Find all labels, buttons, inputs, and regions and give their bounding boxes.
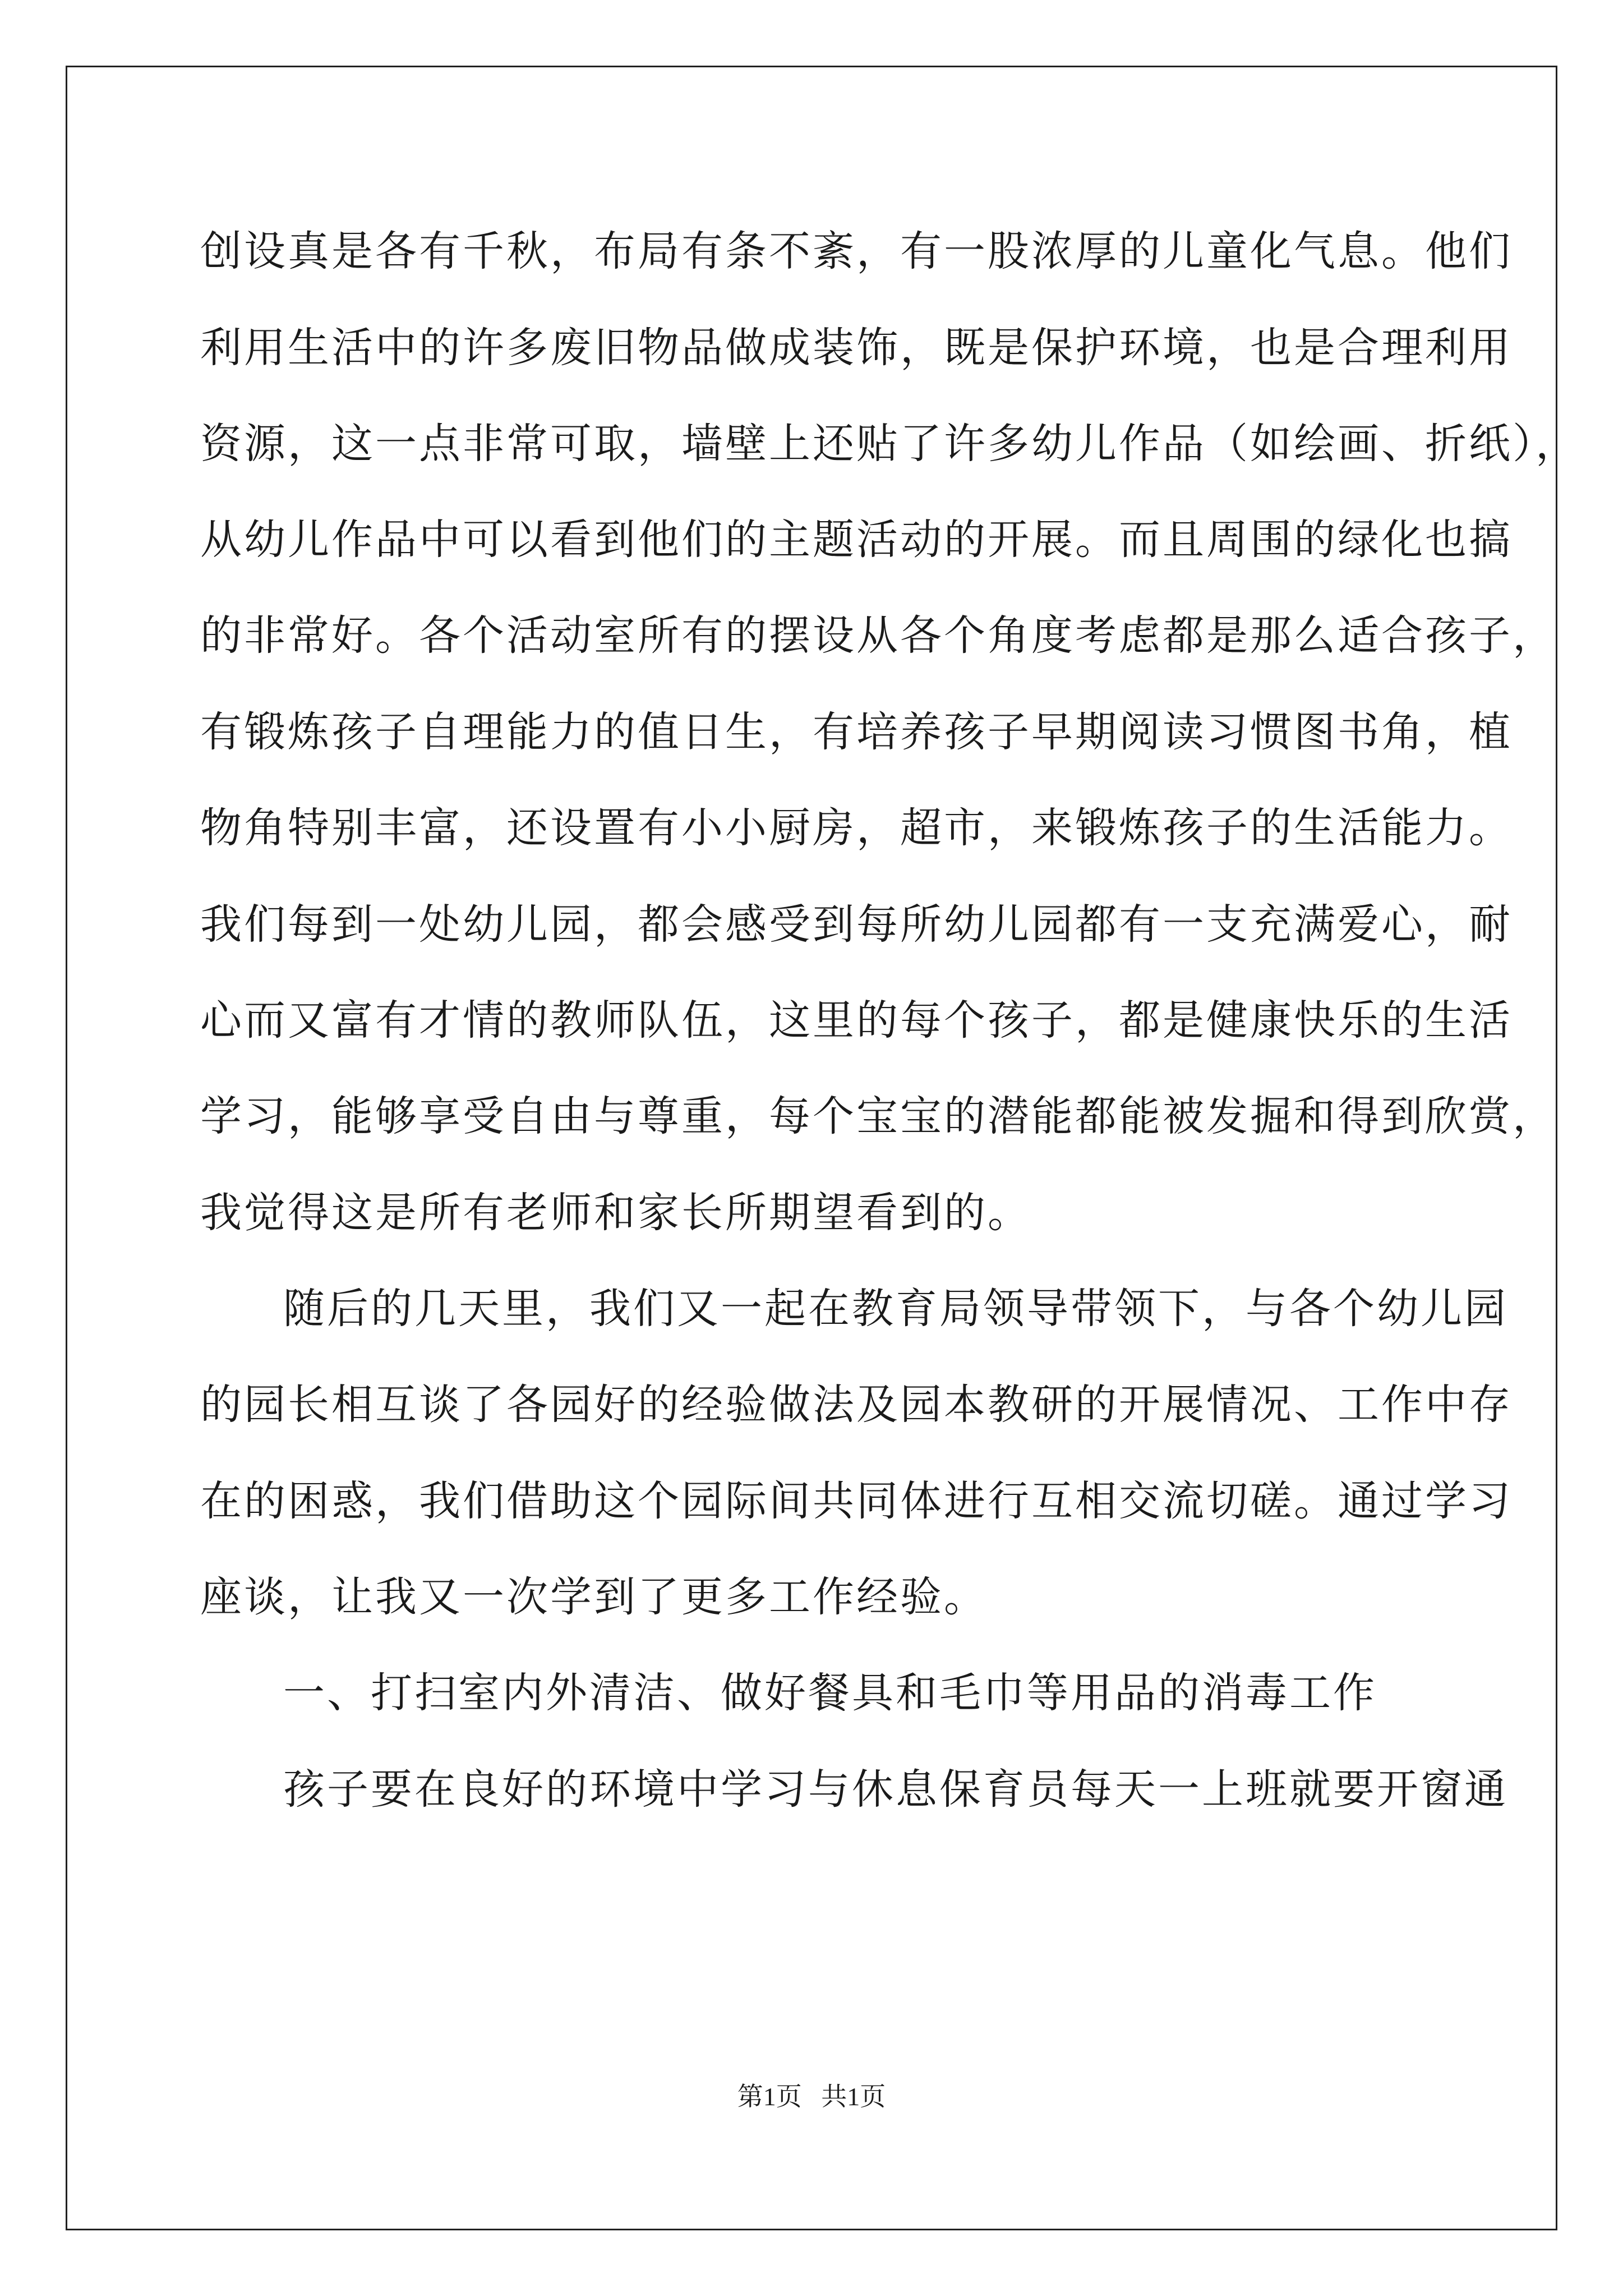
body-text-line: 我觉得这是所有老师和家长所期望看到的。 [200, 1189, 1031, 1237]
body-text-line: 资源，这一点非常可取，墙壁上还贴了许多幼儿作品（如绘画、折纸）， [200, 420, 1579, 468]
body-text-line: 心而又富有才情的教师队伍，这里的每个孩子，都是健康快乐的生活 [200, 996, 1513, 1045]
page-number-footer: 第1页 共1页 [737, 2082, 886, 2111]
body-text-line: 有锻炼孩子自理能力的值日生，有培养孩子早期阅读习惯图书角，植 [200, 708, 1513, 756]
page-border [66, 66, 1579, 2230]
body-text-line: 利用生活中的许多废旧物品做成装饰，既是保护环境，也是合理利用 [200, 324, 1513, 372]
paragraph-first-line: 孩子要在良好的环境中学习与休息保育员每天一上班就要开窗通 [283, 1765, 1508, 1814]
body-text-line: 从幼儿作品中可以看到他们的主题活动的开展。而且周围的绿化也搞 [200, 516, 1513, 564]
body-text-line: 座谈，让我又一次学到了更多工作经验。 [200, 1573, 988, 1621]
section-heading: 一、打扫室内外清洁、做好餐具和毛巾等用品的消毒工作 [283, 1669, 1377, 1717]
body-text-line: 学习，能够享受自由与尊重，每个宝宝的潜能都能被发掘和得到欣赏， [200, 1092, 1556, 1140]
body-text-line: 的园长相互谈了各园好的经验做法及园本教研的开展情况、工作中存 [200, 1381, 1513, 1429]
body-text-line: 物角特别丰富，还设置有小小厨房，超市，来锻炼孩子的生活能力。 [200, 804, 1513, 852]
body-text-line: 的非常好。各个活动室所有的摆设从各个角度考虑都是那么适合孩子， [200, 611, 1556, 660]
paragraph-first-line: 随后的几天里，我们又一起在教育局领导带领下，与各个幼儿园 [283, 1285, 1508, 1333]
body-text-line: 在的困惑，我们借助这个园际间共同体进行互相交流切磋。通过学习 [200, 1477, 1513, 1525]
body-text-line: 创设真是各有千秋，布局有条不紊，有一股浓厚的儿童化气息。他们 [200, 227, 1513, 275]
body-text-line: 我们每到一处幼儿园，都会感受到每所幼儿园都有一支充满爱心，耐 [200, 900, 1513, 949]
